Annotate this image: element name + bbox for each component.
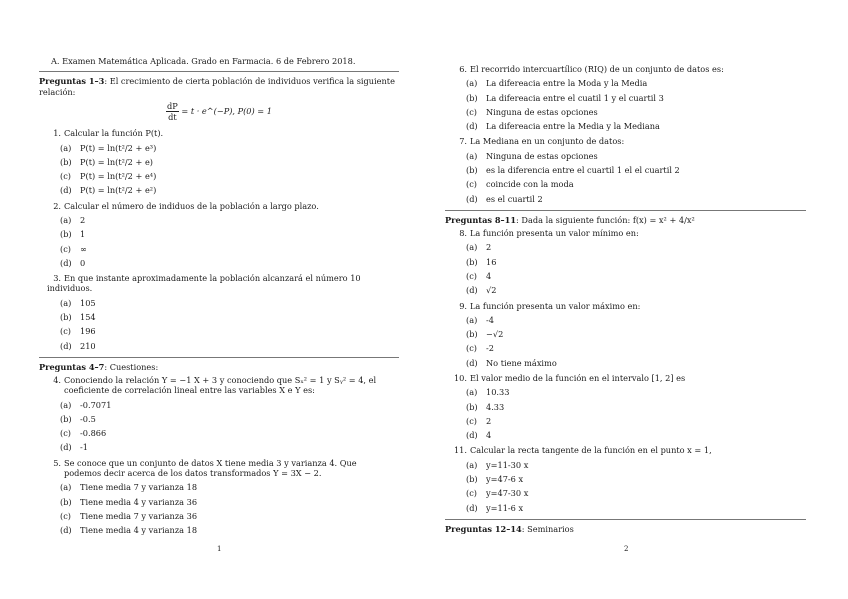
exam-header: A. Examen Matemática Aplicada. Grado en Farmacia. 6 de Febrero 2018. bbox=[51, 56, 356, 66]
option-label: (b) bbox=[466, 256, 478, 267]
option-text: P(t) = ln(t²/2 + e²) bbox=[80, 185, 157, 196]
option-text: 154 bbox=[80, 311, 96, 322]
option-label: (a) bbox=[60, 297, 72, 308]
block-text: : Seminarios bbox=[521, 523, 574, 534]
question-text: La Mediana en un conjunto de datos: bbox=[470, 136, 625, 147]
option-text: es el cuartil 2 bbox=[486, 193, 543, 204]
options-q8 bbox=[445, 240, 806, 297]
option-label: (a) bbox=[60, 214, 72, 225]
block-title: Preguntas 8–11 bbox=[445, 214, 517, 225]
option-text: y=47-30 x bbox=[486, 488, 529, 499]
answer-option bbox=[445, 313, 806, 327]
option-label: (b) bbox=[466, 329, 478, 340]
answer-option bbox=[445, 269, 806, 283]
answer-option bbox=[445, 472, 806, 486]
answer-option bbox=[445, 414, 806, 428]
fraction-numerator: dP bbox=[167, 100, 178, 111]
options-q4 bbox=[39, 398, 399, 455]
block-text: : El crecimiento de cierta población de individuos verifica la siguiente relación: bbox=[39, 76, 395, 97]
option-text: P(t) = ln(t²/2 + e³) bbox=[80, 142, 157, 153]
option-text: 2 bbox=[486, 242, 492, 253]
option-text: 4.33 bbox=[486, 401, 505, 412]
page-number: 1 bbox=[217, 545, 222, 553]
question-1 bbox=[47, 128, 399, 138]
option-label: (d) bbox=[60, 185, 72, 196]
question-8 bbox=[453, 228, 806, 238]
answer-option bbox=[39, 480, 399, 494]
answer-option bbox=[445, 356, 806, 370]
answer-option bbox=[445, 400, 806, 414]
answer-option bbox=[39, 440, 399, 454]
options-q11 bbox=[445, 458, 806, 515]
answer-option bbox=[39, 256, 399, 270]
block-title: Preguntas 12–14 bbox=[445, 523, 522, 534]
answer-option bbox=[39, 324, 399, 338]
question-number: 5. bbox=[53, 457, 61, 468]
option-text: No tiene máximo bbox=[486, 357, 557, 368]
page-1-content bbox=[39, 56, 399, 540]
question-5 bbox=[47, 458, 399, 479]
answer-option bbox=[39, 509, 399, 523]
answer-option bbox=[39, 227, 399, 241]
option-label: (c) bbox=[466, 488, 477, 499]
page-number: 2 bbox=[624, 545, 629, 553]
equation-rhs: = t · e^(−P), P(0) = 1 bbox=[178, 105, 272, 116]
answer-option bbox=[445, 192, 806, 206]
option-label: (a) bbox=[60, 142, 72, 153]
answer-option bbox=[445, 76, 806, 90]
answer-option bbox=[39, 242, 399, 256]
answer-option bbox=[39, 141, 399, 155]
answer-option bbox=[39, 213, 399, 227]
option-label: (a) bbox=[466, 78, 478, 89]
option-label: (b) bbox=[60, 496, 72, 507]
block-text: : Cuestiones: bbox=[104, 361, 159, 372]
option-label: (d) bbox=[466, 357, 478, 368]
fraction-denominator: dt bbox=[168, 112, 177, 122]
options-q3 bbox=[39, 296, 399, 353]
answer-option bbox=[445, 283, 806, 297]
option-label: (a) bbox=[60, 482, 72, 493]
answer-option bbox=[39, 169, 399, 183]
block-text: : Dada la siguiente función: f(x) = x² + 4/x² bbox=[516, 214, 695, 225]
answer-option bbox=[445, 428, 806, 442]
divider bbox=[445, 519, 806, 520]
page-2-content bbox=[445, 61, 806, 537]
question-number: 6. bbox=[459, 64, 467, 74]
option-text: P(t) = ln(t²/2 + e) bbox=[80, 156, 153, 167]
question-number: 8. bbox=[459, 228, 467, 239]
question-number: 9. bbox=[459, 300, 467, 311]
option-text: 2 bbox=[486, 415, 492, 426]
answer-option bbox=[39, 398, 399, 412]
options-q10 bbox=[445, 385, 806, 442]
question-text: El valor medio de la función en el intervalo [1, 2] es bbox=[470, 373, 686, 383]
answer-option bbox=[445, 385, 806, 399]
answer-option bbox=[445, 486, 806, 500]
question-number: 1. bbox=[53, 128, 61, 139]
options-q1 bbox=[39, 141, 399, 198]
option-text: -2 bbox=[486, 343, 494, 354]
answer-option bbox=[445, 149, 806, 163]
question-4 bbox=[47, 375, 399, 396]
option-text: 196 bbox=[80, 326, 96, 337]
option-label: (d) bbox=[466, 502, 478, 513]
option-text: P(t) = ln(t²/2 + e⁴) bbox=[80, 171, 157, 182]
answer-option bbox=[445, 105, 806, 119]
question-6 bbox=[453, 64, 806, 74]
option-text: 0 bbox=[80, 257, 86, 268]
option-label: (c) bbox=[60, 326, 71, 337]
question-text: Calcular la función P(t). bbox=[64, 128, 164, 139]
option-text: 4 bbox=[486, 430, 492, 441]
option-text: -0.7071 bbox=[80, 399, 112, 410]
option-text: Tiene media 7 y varianza 18 bbox=[80, 482, 198, 493]
answer-option bbox=[445, 177, 806, 191]
option-label: (d) bbox=[60, 257, 72, 268]
answer-option bbox=[445, 119, 806, 133]
answer-option bbox=[39, 183, 399, 197]
block-heading-8-11 bbox=[445, 215, 806, 225]
option-label: (c) bbox=[60, 510, 71, 521]
option-text: -1 bbox=[80, 442, 88, 453]
answer-option bbox=[445, 163, 806, 177]
option-label: (a) bbox=[466, 314, 478, 325]
answer-option bbox=[445, 327, 806, 341]
question-text: En que instante aproximadamente la población alcanzará el número 10 individuos. bbox=[47, 273, 361, 294]
option-label: (d) bbox=[466, 193, 478, 204]
answer-option bbox=[39, 495, 399, 509]
question-text: La función presenta un valor máximo en: bbox=[470, 300, 641, 311]
question-9 bbox=[453, 301, 806, 311]
divider bbox=[39, 357, 399, 358]
option-label: (b) bbox=[466, 473, 478, 484]
answer-option bbox=[445, 255, 806, 269]
question-number: 3. bbox=[53, 273, 61, 284]
answer-option bbox=[39, 339, 399, 353]
block-title: Preguntas 1–3 bbox=[39, 76, 105, 87]
question-number: 7. bbox=[459, 136, 467, 147]
option-text: -4 bbox=[486, 314, 494, 325]
answer-option bbox=[39, 412, 399, 426]
options-q2 bbox=[39, 213, 399, 270]
option-text: 105 bbox=[80, 297, 96, 308]
option-text: -0.866 bbox=[80, 428, 107, 439]
answer-option bbox=[445, 458, 806, 472]
option-label: (c) bbox=[60, 171, 71, 182]
option-text: y=11-30 x bbox=[486, 459, 529, 470]
option-text: y=11-6 x bbox=[486, 502, 524, 513]
option-text: 2 bbox=[80, 214, 86, 225]
question-10 bbox=[453, 373, 806, 383]
option-label: (b) bbox=[60, 413, 72, 424]
block-heading-12-14 bbox=[445, 524, 806, 534]
option-label: (c) bbox=[466, 415, 477, 426]
option-text: 1 bbox=[80, 229, 86, 240]
option-text: Ninguna de estas opciones bbox=[486, 106, 598, 117]
option-label: (c) bbox=[466, 179, 477, 190]
option-label: (a) bbox=[466, 459, 478, 470]
option-label: (c) bbox=[466, 343, 477, 354]
question-text: Calcular la recta tangente de la función en el punto x = 1, bbox=[470, 445, 712, 456]
question-number: 10. bbox=[453, 373, 467, 383]
question-3 bbox=[47, 273, 399, 294]
block-heading-4-7 bbox=[39, 362, 399, 372]
option-text: y=47-6 x bbox=[486, 473, 524, 484]
option-label: (b) bbox=[466, 164, 478, 175]
option-text: La difereacia entre la Moda y la Media bbox=[486, 78, 648, 89]
option-label: (d) bbox=[466, 121, 478, 132]
question-text: La función presenta un valor mínimo en: bbox=[470, 228, 639, 239]
options-q6 bbox=[445, 76, 806, 133]
question-text: Se conoce que un conjunto de datos X tiene media 3 y varianza 4. Que podemos decir acerca de los datos transformados Y = 3X − 2. bbox=[64, 457, 357, 478]
option-label: (d) bbox=[60, 525, 72, 536]
option-text: Ninguna de estas opciones bbox=[486, 150, 598, 161]
option-label: (a) bbox=[60, 399, 72, 410]
answer-option bbox=[445, 501, 806, 515]
option-text: ∞ bbox=[80, 243, 87, 254]
options-q5 bbox=[39, 480, 399, 537]
answer-option bbox=[445, 240, 806, 254]
option-label: (b) bbox=[466, 401, 478, 412]
question-7 bbox=[453, 136, 806, 146]
option-text: coincide con la moda bbox=[486, 179, 574, 190]
question-text: Calcular el número de indiduos de la población a largo plazo. bbox=[64, 200, 319, 211]
option-label: (b) bbox=[466, 92, 478, 103]
option-label: (b) bbox=[60, 229, 72, 240]
block-title: Preguntas 4–7 bbox=[39, 361, 105, 372]
answer-option bbox=[39, 426, 399, 440]
question-number: 11. bbox=[453, 445, 467, 456]
option-label: (a) bbox=[466, 242, 478, 253]
block-heading-1-3 bbox=[39, 76, 399, 97]
options-q7 bbox=[445, 149, 806, 206]
option-label: (c) bbox=[60, 243, 71, 254]
option-text: Tiene media 4 y varianza 18 bbox=[80, 525, 198, 536]
option-text: -0.5 bbox=[80, 413, 96, 424]
option-text: La difereacia entre el cuatil 1 y el cuartil 3 bbox=[486, 92, 664, 103]
option-text: −√2 bbox=[486, 329, 504, 340]
option-label: (b) bbox=[60, 311, 72, 322]
divider bbox=[39, 71, 399, 72]
divider bbox=[445, 210, 806, 211]
option-text: √2 bbox=[486, 285, 497, 296]
option-text: La difereacia entre la Media y la Mediana bbox=[486, 121, 660, 132]
option-label: (d) bbox=[60, 340, 72, 351]
answer-option bbox=[39, 155, 399, 169]
option-label: (d) bbox=[60, 442, 72, 453]
answer-option bbox=[39, 310, 399, 324]
question-11 bbox=[453, 445, 806, 455]
option-text: 10.33 bbox=[486, 387, 510, 398]
question-number: 4. bbox=[53, 375, 61, 386]
page-2 bbox=[424, 0, 848, 599]
option-label: (c) bbox=[60, 428, 71, 439]
option-label: (d) bbox=[466, 285, 478, 296]
option-text: Tiene media 4 y varianza 36 bbox=[80, 496, 198, 507]
answer-option bbox=[39, 523, 399, 537]
question-text: El recorrido intercuartílico (RIQ) de un conjunto de datos es: bbox=[470, 64, 724, 74]
option-text: es la diferencia entre el cuartil 1 el el cuartil 2 bbox=[486, 164, 680, 175]
question-text: Conociendo la relación Y = −1 X + 3 y conociendo que Sₓ² = 1 y Sᵧ² = 4, el coeficiente de correlación lineal entre las variables X e Y es: bbox=[64, 375, 377, 396]
option-label: (c) bbox=[466, 270, 477, 281]
option-text: 4 bbox=[486, 270, 492, 281]
answer-option bbox=[39, 296, 399, 310]
options-q9 bbox=[445, 313, 806, 370]
question-2 bbox=[47, 201, 399, 211]
question-number: 2. bbox=[53, 200, 61, 211]
option-label: (d) bbox=[466, 430, 478, 441]
option-text: Tiene media 7 y varianza 36 bbox=[80, 510, 198, 521]
option-label: (a) bbox=[466, 150, 478, 161]
option-label: (b) bbox=[60, 156, 72, 167]
answer-option bbox=[445, 91, 806, 105]
answer-option bbox=[445, 341, 806, 355]
option-text: 16 bbox=[486, 256, 497, 267]
option-label: (a) bbox=[466, 387, 478, 398]
option-text: 210 bbox=[80, 340, 96, 351]
option-label: (c) bbox=[466, 106, 477, 117]
derivative-fraction bbox=[166, 101, 179, 123]
differential-equation bbox=[39, 101, 399, 123]
